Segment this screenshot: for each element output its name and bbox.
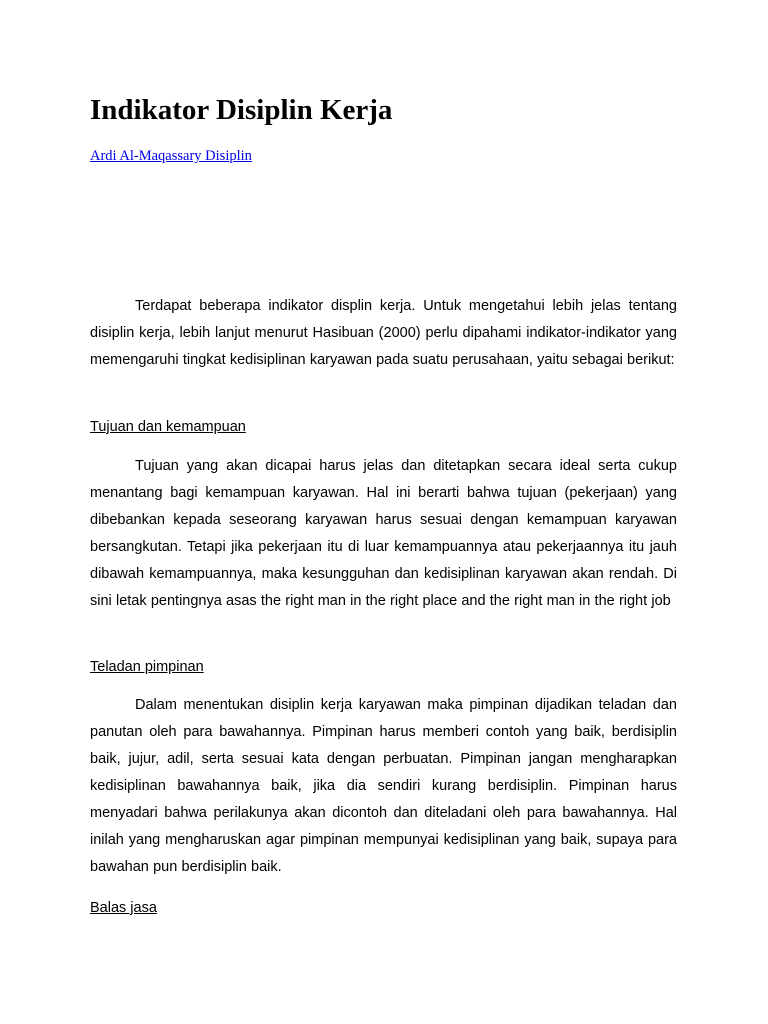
author-link[interactable]: Ardi Al-Maqassary Disiplin bbox=[90, 148, 252, 164]
section-body-teladan: Dalam menentukan disiplin kerja karyawan maka pimpinan dijadikan teladan dan panutan oleh para bawahannya. Pimpinan harus memberi contoh yang baik, berdisiplin baik, jujur, adil, serta sesuai kata dengan perbuatan. Pimpinan jangan mengharapkan kedisiplinan bawahannya baik, jika dia sendiri kurang berdisiplin. Pimpinan harus menyadari bahwa perilakunya akan dicontoh dan diteladani oleh para bawahannya. Hal inilah yang mengharuskan agar pimpinan mempunyai kedisiplinan yang baik, supaya para bawahan pun berdisiplin baik. bbox=[90, 697, 677, 875]
page-title: Indikator Disiplin Kerja bbox=[90, 94, 393, 126]
section-body-tujuan: Tujuan yang akan dicapai harus jelas dan ditetapkan secara ideal serta cukup menantang bagi kemampuan karyawan. Hal ini berarti bahwa tujuan (pekerjaan) yang dibebankan kepada seseorang karyawan harus sesuai dengan kemampuan karyawan bersangkutan. Tetapi jika pekerjaan itu di luar kemampuannya atau pekerjaannya itu jauh dibawah kemampuannya, maka kesungguhan dan kedisiplinan karyawan akan rendah. Di sini letak pentingnya asas the right man in the right place and the right man in the right job bbox=[90, 458, 677, 609]
section-heading-balas-jasa: Balas jasa bbox=[90, 900, 157, 916]
section-heading-tujuan: Tujuan dan kemampuan bbox=[90, 419, 246, 435]
intro-paragraph: Terdapat beberapa indikator displin kerja. Untuk mengetahui lebih jelas tentang disiplin kerja, lebih lanjut menurut Hasibuan (2000) perlu dipahami indikator-indikator yang memengaruhi tingkat kedisiplinan karyawan pada suatu perusahaan, yaitu sebagai berikut: bbox=[90, 298, 677, 368]
section-heading-teladan: Teladan pimpinan bbox=[90, 659, 204, 675]
